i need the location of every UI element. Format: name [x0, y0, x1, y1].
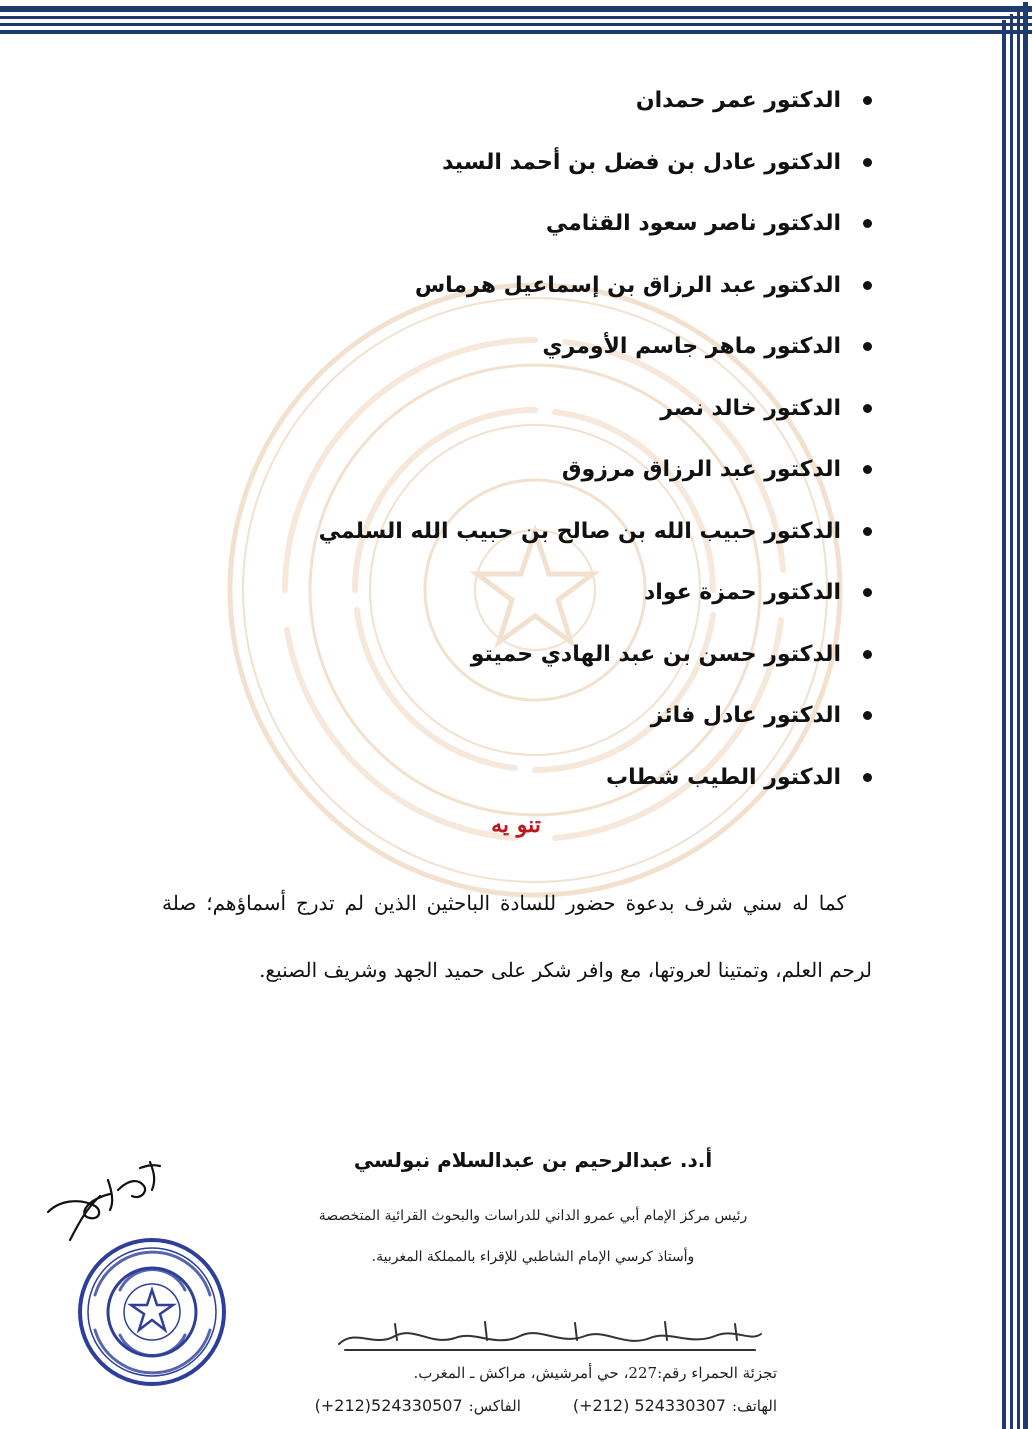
list-item — [172, 501, 872, 563]
phone-number: (+212) 524330307 — [572, 1396, 727, 1415]
attendee-name: الدكتور عبد الرزاق مرزوق — [561, 457, 841, 482]
attendee-name: الدكتور ماهر جاسم الأومري — [542, 334, 841, 359]
note-title: تنو يه — [491, 812, 541, 838]
signatory-role-line2: وأستاذ كرسي الإمام الشاطبي للإقراء بالمملكة المغربية. — [371, 1249, 695, 1265]
bullet-icon — [863, 96, 872, 105]
bullet-icon — [863, 650, 872, 659]
attendee-name: الدكتور ناصر سعود القثامي — [545, 211, 841, 236]
bullet-icon — [863, 773, 872, 782]
handwritten-signature — [40, 1150, 170, 1245]
footer-address: تجزئة الحمراء رقم:227، حي أمرشيش، مراكش ـ المغرب. — [413, 1364, 777, 1382]
attendee-name: الدكتور عادل بن فضل بن أحمد السيد — [442, 149, 841, 175]
list-item — [172, 378, 872, 440]
list-item — [172, 624, 872, 686]
attendee-name: الدكتور حمزة عواد — [644, 580, 841, 605]
list-item — [172, 439, 872, 501]
bullet-icon — [863, 527, 872, 536]
list-item — [172, 193, 872, 255]
attendee-name: الدكتور عمر حمدان — [635, 88, 841, 113]
attendee-name: الدكتور خالد نصر — [660, 395, 841, 421]
bullet-icon — [863, 158, 872, 167]
bullet-icon — [863, 588, 872, 597]
signatory-name: أ.د. عبدالرحيم بن عبدالسلام نبولسي — [353, 1148, 713, 1172]
page-border-top — [0, 0, 1032, 44]
phone-label: الهاتف: — [732, 1397, 777, 1415]
attendee-name: الدكتور عبد الرزاق بن إسماعيل هرماس — [414, 272, 841, 298]
list-item — [172, 316, 872, 378]
signatory-role-line1: رئيس مركز الإمام أبي عمرو الداني للدراسات والبحوث القرائية المتخصصة — [318, 1208, 748, 1224]
bullet-icon — [863, 404, 872, 413]
bullet-icon — [863, 342, 872, 351]
bullet-icon — [863, 219, 872, 228]
attendee-name: الدكتور حسن بن عبد الهادي حميتو — [470, 641, 841, 667]
list-item — [172, 70, 872, 132]
list-item — [172, 747, 872, 809]
list-item — [172, 685, 872, 747]
list-item — [172, 562, 872, 624]
official-stamp — [75, 1235, 230, 1390]
list-item — [172, 132, 872, 194]
note-text: كما له سني شرف بدعوة حضور للسادة الباحثين الذين لم تدرج أسماؤهم؛ صلة لرحم العلم، وتمتينا لعروتها، مع وافر شكر على حميد الجهد وشريف الصنيع. — [162, 891, 872, 982]
attendee-name: الدكتور حبيب الله بن صالح بن حبيب الله السلمي — [318, 518, 841, 544]
attendee-list — [172, 70, 872, 808]
fax-number: (+212)524330507 — [314, 1396, 463, 1415]
list-item — [172, 255, 872, 317]
bullet-icon — [863, 281, 872, 290]
attendee-name: الدكتور الطيب شطاب — [606, 764, 841, 790]
footer-contacts — [309, 1396, 777, 1415]
bullet-icon — [863, 711, 872, 720]
bullet-icon — [863, 465, 872, 474]
fax-label: الفاكس: — [468, 1397, 521, 1415]
attendee-name: الدكتور عادل فائز — [650, 703, 841, 728]
center-calligraphy-logo — [335, 1318, 765, 1356]
